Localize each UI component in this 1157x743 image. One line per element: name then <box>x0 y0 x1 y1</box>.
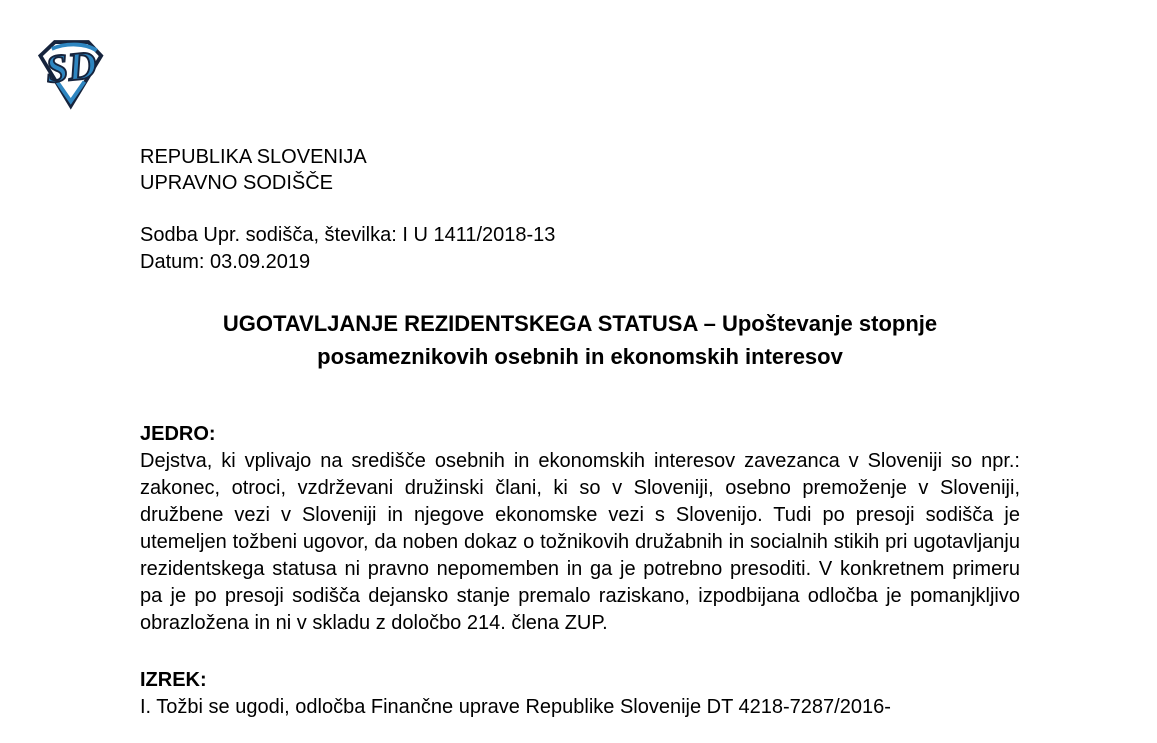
letterhead-country: REPUBLIKA SLOVENIJA <box>140 146 367 168</box>
case-reference: Sodba Upr. sodišča, številka: I U 1411/2018-13 <box>140 224 556 246</box>
case-info <box>140 222 1020 276</box>
section-jedro-heading: JEDRO: <box>140 423 216 445</box>
letterhead-court: UPRAVNO SODIŠČE <box>140 172 333 194</box>
case-date: Datum: 03.09.2019 <box>140 251 311 273</box>
section-izrek-heading: IZREK: <box>140 669 207 691</box>
section-jedro <box>140 373 1020 637</box>
logo-letters: SD <box>43 42 99 92</box>
letterhead <box>140 144 1020 196</box>
section-jedro-body: Dejstva, ki vplivajo na središče osebnih in ekonomskih interesov zavezanca v Sloveniji so npr.: zakonec, otroci, vzdrževani družinski člani, ki so v Sloveniji, osebno premoženje v Sloveniji, družbene vezi v Sloveniji in njegove ekonomske vezi s Slovenijo. Tudi po presoji sodišča je utemeljen tožbeni ugovor, da noben dokaz o tožnikovih družabnih in socialnih stikih pri ugotavljanju rezidentskega statusa ni pravno nepomemben in ga je potrebno presoditi. V konkretnem primeru pa je po presoji sodišča dejansko stanje premalo raziskano, izpodbijana odločba je pomanjkljivo obrazložena in ni v skladu z določbo 214. člena ZUP. <box>140 450 1020 634</box>
section-izrek <box>140 637 1020 721</box>
court-shield-logo <box>32 37 108 111</box>
section-izrek-body: I. Tožbi se ugodi, odločba Finančne uprave Republike Slovenije DT 4218-7287/2016- <box>140 696 891 718</box>
document-content <box>140 0 1020 721</box>
document-title: UGOTAVLJANJE REZIDENTSKEGA STATUSA – Upoštevanje stopnje posameznikovih osebnih in ekonomskih interesov <box>222 311 938 369</box>
